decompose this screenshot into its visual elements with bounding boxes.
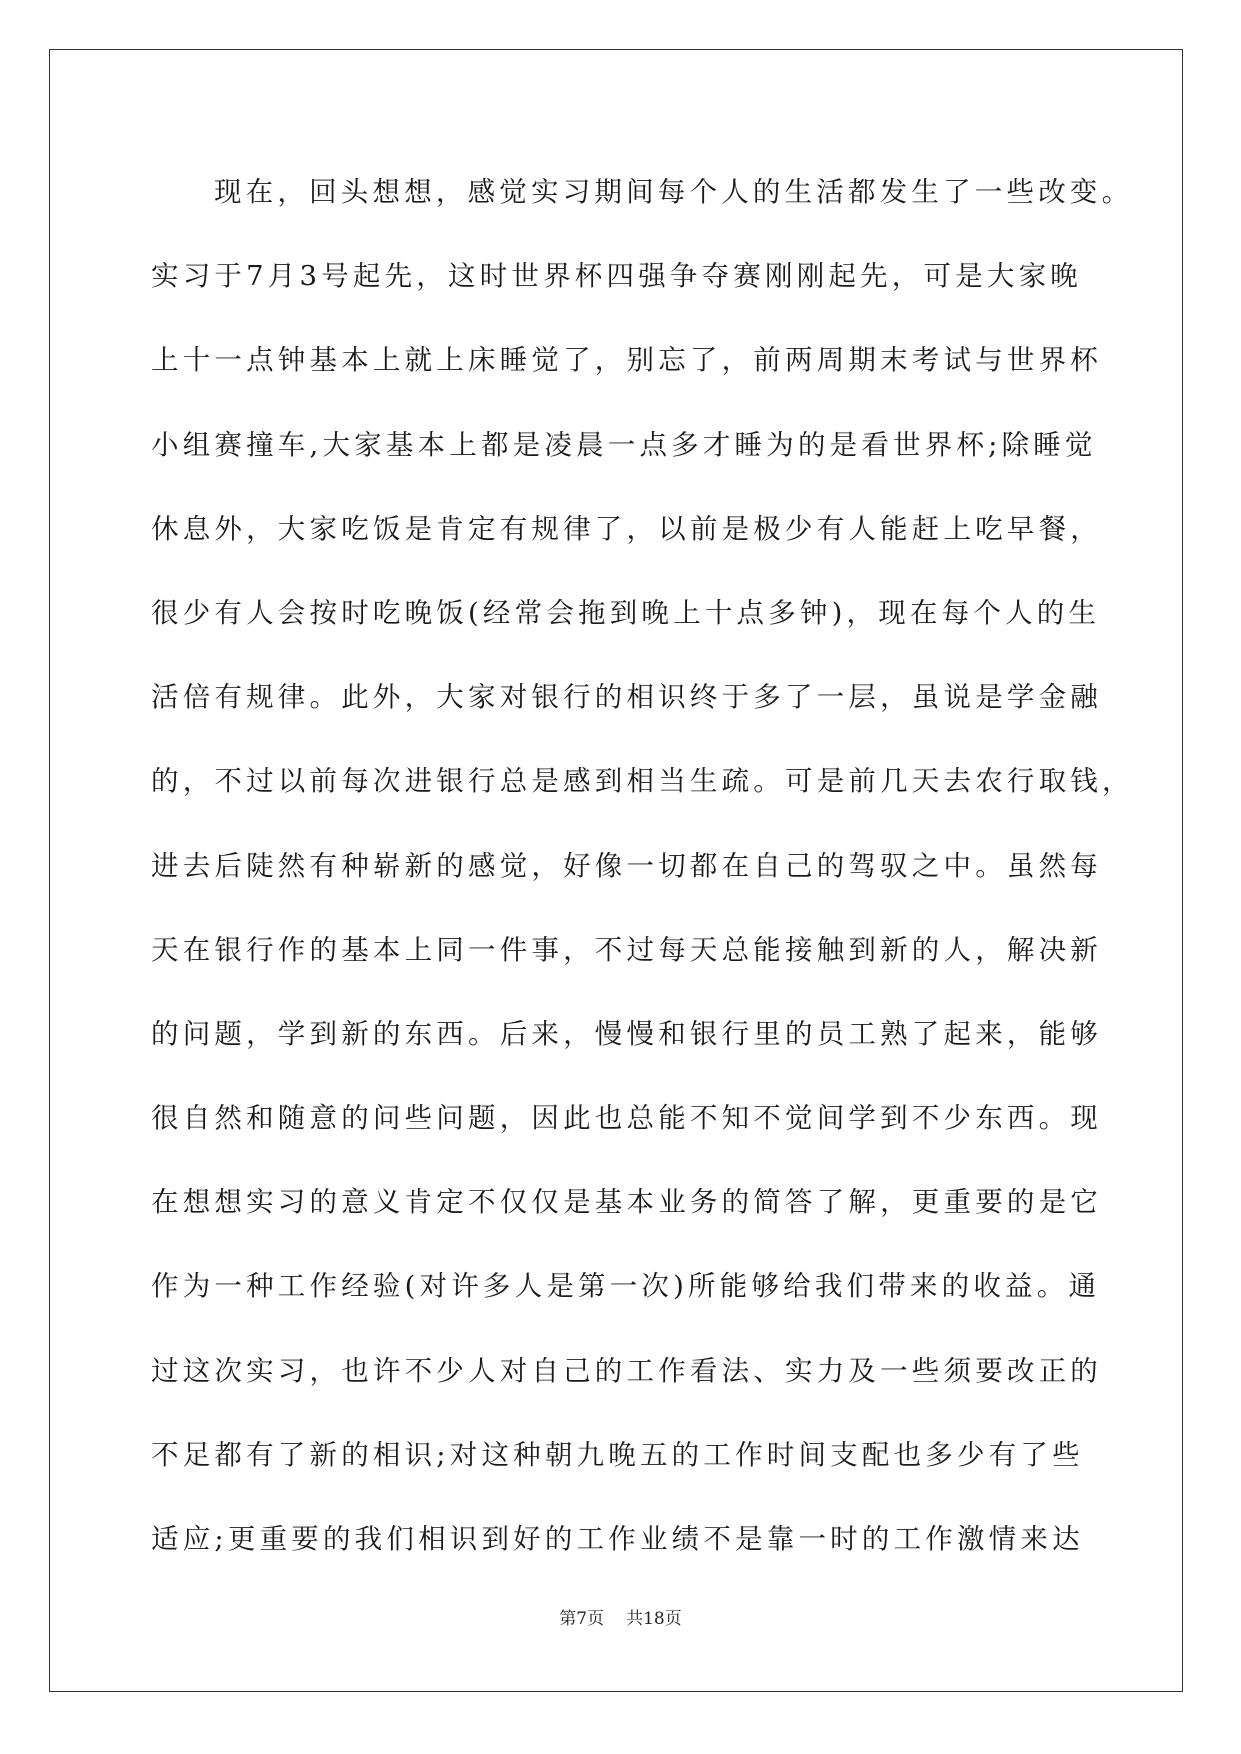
paragraph-line: 很少有人会按时吃晚饭(经常会拖到晚上十点多钟)，现在每个人的生 — [151, 596, 1101, 629]
paragraph-line: 实习于7月3号起先，这时世界杯四强争夺赛刚刚起先，可是大家晚 — [151, 260, 1082, 293]
paragraph-line: 在想想实习的意义肯定不仅仅是基本业务的简答了解，更重要的是它 — [151, 1186, 1102, 1219]
paragraph-line: 上十一点钟基本上就上床睡觉了，别忘了，前两周期末考试与世界杯 — [151, 344, 1102, 377]
paragraph-line: 作为一种工作经验(对许多人是第一次)所能够给我们带来的收益。通 — [151, 1270, 1101, 1303]
paragraph-line: 活倍有规律。此外，大家对银行的相识终于多了一层，虽说是学金融 — [151, 681, 1102, 714]
paragraph-line: 不足都有了新的相识;对这种朝九晚五的工作时间支配也多少有了些 — [151, 1438, 1084, 1471]
paragraph-line: 的问题，学到新的东西。后来，慢慢和银行里的员工熟了起来，能够 — [151, 1017, 1102, 1050]
paragraph-line: 小组赛撞车,大家基本上都是凌晨一点多才睡为的是看世界杯;除睡觉 — [151, 428, 1097, 461]
paragraph-line: 天在银行作的基本上同一件事，不过每天总能接触到新的人，解决新 — [151, 933, 1102, 966]
paragraph-line: 的，不过以前每次进银行总是感到相当生疏。可是前几天去农行取钱， — [151, 765, 1134, 798]
document-body — [151, 162, 1134, 1593]
page-number: 第7页 — [559, 1609, 605, 1629]
paragraph-line: 适应;更重要的我们相识到好的工作业绩不是靠一时的工作激情来达 — [151, 1523, 1084, 1555]
page-footer — [0, 1608, 1241, 1630]
paragraph-line: 现在，回头想想，感觉实习期间每个人的生活都发生了一些改变。 — [214, 176, 1134, 208]
paragraph-line: 休息外，大家吃饭是肯定有规律了，以前是极少有人能赶上吃早餐， — [151, 512, 1102, 545]
paragraph-line: 进去后陡然有种崭新的感觉，好像一切都在自己的驾驭之中。虽然每 — [151, 849, 1102, 882]
page-total: 共18页 — [626, 1609, 682, 1629]
paragraph-line: 很自然和随意的问些问题，因此也总能不知不觉间学到不少东西。现 — [151, 1102, 1102, 1135]
paragraph-line: 过这次实习，也许不少人对自己的工作看法、实力及一些须要改正的 — [151, 1354, 1102, 1387]
